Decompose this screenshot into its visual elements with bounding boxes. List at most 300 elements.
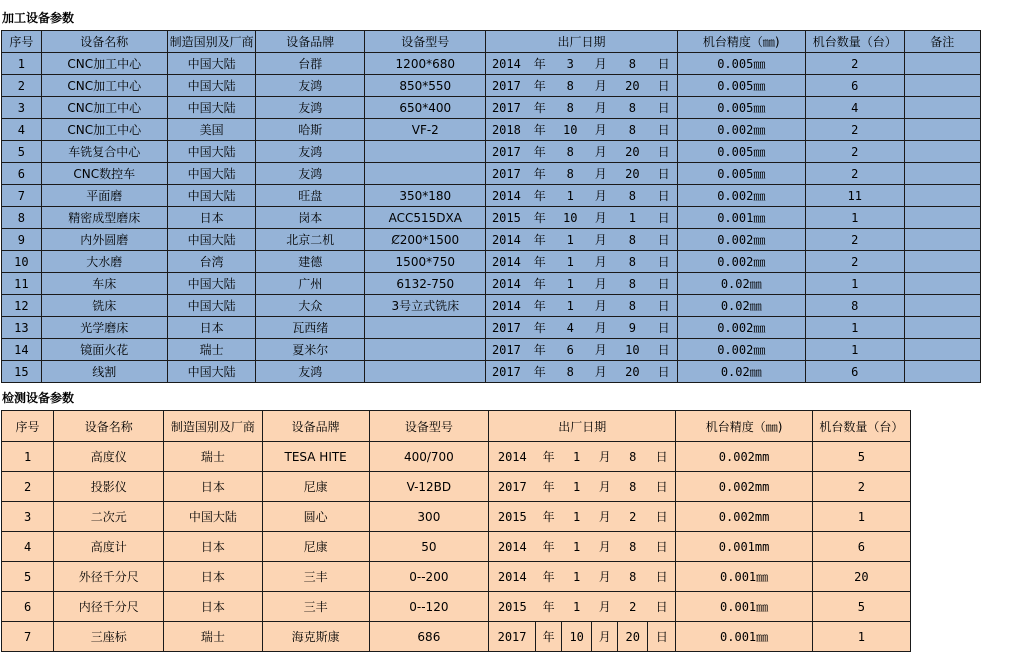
date-unit-month: 月 xyxy=(592,502,618,532)
date-day: 8 xyxy=(618,442,648,472)
date-month: 1 xyxy=(562,532,592,562)
equipment-brand: 海克斯康 xyxy=(262,622,369,652)
row-index: 2 xyxy=(2,472,54,502)
date-unit-month: 月 xyxy=(588,141,614,163)
equipment-brand: 三丰 xyxy=(262,592,369,622)
machine-quantity: 2 xyxy=(805,229,904,251)
date-unit-day: 日 xyxy=(648,442,676,472)
date-year: 2017 xyxy=(486,97,527,119)
row-index: 15 xyxy=(2,361,42,383)
machine-precision: 0.001㎜ xyxy=(676,592,812,622)
machine-precision: 0.002mm xyxy=(676,442,812,472)
equipment-model: 300 xyxy=(369,502,488,532)
date-day: 20 xyxy=(614,75,651,97)
date-unit-day: 日 xyxy=(651,207,678,229)
equipment-name: 外径千分尺 xyxy=(54,562,164,592)
machine-quantity: 2 xyxy=(805,163,904,185)
equipment-name: 光学磨床 xyxy=(41,317,167,339)
equipment-brand: 友鸿 xyxy=(256,163,365,185)
machine-quantity: 6 xyxy=(812,532,910,562)
date-month: 8 xyxy=(553,97,588,119)
manufacturer-country: 瑞士 xyxy=(164,622,262,652)
equipment-brand: 旺盘 xyxy=(256,185,365,207)
manufacturer-country: 台湾 xyxy=(167,251,256,273)
column-header: 机台数量（台） xyxy=(805,31,904,53)
date-unit-month: 月 xyxy=(588,97,614,119)
equipment-name: 高度计 xyxy=(54,532,164,562)
manufacturer-country: 中国大陆 xyxy=(164,502,262,532)
date-year: 2017 xyxy=(489,622,536,652)
row-index: 9 xyxy=(2,229,42,251)
row-index: 11 xyxy=(2,273,42,295)
machine-precision: 0.001mm xyxy=(676,532,812,562)
date-month: 6 xyxy=(553,339,588,361)
date-unit-year: 年 xyxy=(536,592,562,622)
table-row xyxy=(2,317,981,339)
date-unit-month: 月 xyxy=(588,53,614,75)
column-header: 制造国别及厂商 xyxy=(167,31,256,53)
equipment-model: 650*400 xyxy=(365,97,486,119)
date-unit-month: 月 xyxy=(588,119,614,141)
date-month: 8 xyxy=(553,75,588,97)
table-row xyxy=(2,562,911,592)
date-year: 2015 xyxy=(489,502,536,532)
equipment-name: CNC加工中心 xyxy=(41,119,167,141)
date-unit-day: 日 xyxy=(648,622,676,652)
remarks xyxy=(904,97,980,119)
table-row xyxy=(2,163,981,185)
date-unit-day: 日 xyxy=(651,317,678,339)
row-index: 1 xyxy=(2,53,42,75)
date-unit-month: 月 xyxy=(588,163,614,185)
date-day: 8 xyxy=(614,119,651,141)
manufacturer-country: 日本 xyxy=(167,317,256,339)
equipment-brand: 友鸿 xyxy=(256,75,365,97)
date-unit-year: 年 xyxy=(527,97,553,119)
equipment-name: 二次元 xyxy=(54,502,164,532)
equipment-model: ACC515DXA xyxy=(365,207,486,229)
equipment-brand: 夏米尔 xyxy=(256,339,365,361)
date-day: 8 xyxy=(614,229,651,251)
date-month: 1 xyxy=(553,273,588,295)
date-year: 2017 xyxy=(486,163,527,185)
date-year: 2014 xyxy=(486,185,527,207)
equipment-brand: 尼康 xyxy=(262,532,369,562)
equipment-brand: 友鸿 xyxy=(256,361,365,383)
date-unit-month: 月 xyxy=(588,251,614,273)
date-unit-year: 年 xyxy=(527,273,553,295)
column-header: 设备名称 xyxy=(41,31,167,53)
manufacturer-country: 中国大陆 xyxy=(167,295,256,317)
equipment-brand: 尼康 xyxy=(262,472,369,502)
machine-precision: 0.001㎜ xyxy=(676,562,812,592)
section-title-inspection: 检测设备参数 xyxy=(2,391,75,405)
equipment-brand: 友鸿 xyxy=(256,141,365,163)
date-month: 1 xyxy=(553,251,588,273)
equipment-name: 高度仪 xyxy=(54,442,164,472)
equipment-model: 6132-750 xyxy=(365,273,486,295)
remarks xyxy=(904,207,980,229)
table-row xyxy=(2,97,981,119)
remarks xyxy=(904,119,980,141)
machine-precision: 0.02㎜ xyxy=(677,273,805,295)
column-header: 序号 xyxy=(2,31,42,53)
date-day: 8 xyxy=(614,251,651,273)
date-unit-day: 日 xyxy=(648,502,676,532)
table-row xyxy=(2,472,911,502)
equipment-model: 350*180 xyxy=(365,185,486,207)
date-unit-year: 年 xyxy=(527,75,553,97)
equipment-brand: 大众 xyxy=(256,295,365,317)
remarks xyxy=(904,53,980,75)
date-year: 2014 xyxy=(489,442,536,472)
date-year: 2017 xyxy=(486,361,527,383)
machine-precision: 0.002㎜ xyxy=(677,251,805,273)
manufacturer-country: 瑞士 xyxy=(167,339,256,361)
date-unit-day: 日 xyxy=(648,532,676,562)
date-unit-year: 年 xyxy=(536,622,562,652)
machine-quantity: 8 xyxy=(805,295,904,317)
date-year: 2017 xyxy=(489,472,536,502)
column-header: 备注 xyxy=(904,31,980,53)
date-unit-month: 月 xyxy=(588,75,614,97)
row-index: 13 xyxy=(2,317,42,339)
machine-quantity: 2 xyxy=(805,53,904,75)
date-unit-month: 月 xyxy=(588,361,614,383)
equipment-brand: 哈斯 xyxy=(256,119,365,141)
machine-precision: 0.002mm xyxy=(676,472,812,502)
date-month: 3 xyxy=(553,53,588,75)
row-index: 3 xyxy=(2,502,54,532)
equipment-name: 三座标 xyxy=(54,622,164,652)
date-unit-month: 月 xyxy=(592,442,618,472)
equipment-name: 车床 xyxy=(41,273,167,295)
machine-quantity: 11 xyxy=(805,185,904,207)
date-month: 8 xyxy=(553,141,588,163)
date-day: 8 xyxy=(614,53,651,75)
machine-precision: 0.005㎜ xyxy=(677,53,805,75)
equipment-name: 大水磨 xyxy=(41,251,167,273)
machine-precision: 0.001㎜ xyxy=(676,622,812,652)
date-month: 1 xyxy=(562,502,592,532)
equipment-brand: 三丰 xyxy=(262,562,369,592)
row-index: 5 xyxy=(2,562,54,592)
date-year: 2017 xyxy=(486,339,527,361)
date-month: 1 xyxy=(562,442,592,472)
table-row xyxy=(2,295,981,317)
equipment-model xyxy=(365,163,486,185)
equipment-name: 镜面火花 xyxy=(41,339,167,361)
equipment-brand: 建德 xyxy=(256,251,365,273)
row-index: 6 xyxy=(2,592,54,622)
date-unit-day: 日 xyxy=(648,562,676,592)
date-year: 2015 xyxy=(486,207,527,229)
date-year: 2017 xyxy=(486,317,527,339)
date-unit-day: 日 xyxy=(651,97,678,119)
row-index: 4 xyxy=(2,119,42,141)
machine-precision: 0.005㎜ xyxy=(677,163,805,185)
column-header: 机台精度（㎜) xyxy=(677,31,805,53)
date-year: 2017 xyxy=(486,75,527,97)
date-unit-day: 日 xyxy=(651,119,678,141)
column-header: 出厂日期 xyxy=(486,31,677,53)
equipment-model: 686 xyxy=(369,622,488,652)
row-index: 1 xyxy=(2,442,54,472)
date-unit-year: 年 xyxy=(527,339,553,361)
date-unit-year: 年 xyxy=(536,472,562,502)
date-unit-day: 日 xyxy=(651,53,678,75)
equipment-name: 铣床 xyxy=(41,295,167,317)
remarks xyxy=(904,251,980,273)
row-index: 3 xyxy=(2,97,42,119)
date-day: 8 xyxy=(614,295,651,317)
date-day: 8 xyxy=(618,562,648,592)
equipment-model: Ȼ200*1500 xyxy=(365,229,486,251)
equipment-name: 精密成型磨床 xyxy=(41,207,167,229)
date-month: 10 xyxy=(553,119,588,141)
date-unit-year: 年 xyxy=(536,502,562,532)
table-row xyxy=(2,622,911,652)
manufacturer-country: 中国大陆 xyxy=(167,53,256,75)
date-unit-month: 月 xyxy=(588,207,614,229)
manufacturer-country: 日本 xyxy=(164,472,262,502)
equipment-name: CNC加工中心 xyxy=(41,97,167,119)
date-unit-year: 年 xyxy=(527,317,553,339)
date-month: 10 xyxy=(562,622,592,652)
machine-quantity: 5 xyxy=(812,592,910,622)
date-day: 20 xyxy=(614,163,651,185)
equipment-name: 内径千分尺 xyxy=(54,592,164,622)
date-day: 20 xyxy=(614,361,651,383)
manufacturer-country: 中国大陆 xyxy=(167,185,256,207)
remarks xyxy=(904,317,980,339)
table-row xyxy=(2,532,911,562)
table-row xyxy=(2,361,981,383)
equipment-name: CNC加工中心 xyxy=(41,75,167,97)
manufacturer-country: 中国大陆 xyxy=(167,273,256,295)
date-month: 1 xyxy=(562,592,592,622)
table-row xyxy=(2,75,981,97)
table-row xyxy=(2,502,911,532)
machine-precision: 0.005㎜ xyxy=(677,141,805,163)
equipment-model: VF-2 xyxy=(365,119,486,141)
date-unit-day: 日 xyxy=(648,472,676,502)
row-index: 2 xyxy=(2,75,42,97)
date-unit-year: 年 xyxy=(527,295,553,317)
table-row xyxy=(2,207,981,229)
row-index: 8 xyxy=(2,207,42,229)
table-row xyxy=(2,592,911,622)
machine-quantity: 2 xyxy=(805,119,904,141)
date-day: 8 xyxy=(618,472,648,502)
remarks xyxy=(904,75,980,97)
equipment-brand: 瓦西绪 xyxy=(256,317,365,339)
date-unit-year: 年 xyxy=(527,119,553,141)
manufacturer-country: 中国大陆 xyxy=(167,75,256,97)
manufacturer-country: 日本 xyxy=(164,562,262,592)
date-month: 1 xyxy=(553,229,588,251)
equipment-model: 3号立式铣床 xyxy=(365,295,486,317)
equipment-model xyxy=(365,317,486,339)
machine-quantity: 4 xyxy=(805,97,904,119)
date-year: 2014 xyxy=(486,273,527,295)
equipment-model: 1500*750 xyxy=(365,251,486,273)
date-unit-month: 月 xyxy=(592,592,618,622)
date-day: 2 xyxy=(618,592,648,622)
date-unit-day: 日 xyxy=(651,273,678,295)
machine-precision: 0.02㎜ xyxy=(677,361,805,383)
date-unit-year: 年 xyxy=(527,163,553,185)
table-row xyxy=(2,53,981,75)
column-header: 设备品牌 xyxy=(262,411,369,442)
machine-quantity: 6 xyxy=(805,75,904,97)
remarks xyxy=(904,229,980,251)
date-day: 10 xyxy=(614,339,651,361)
manufacturer-country: 中国大陆 xyxy=(167,163,256,185)
equipment-model: 1200*680 xyxy=(365,53,486,75)
table-row xyxy=(2,442,911,472)
equipment-model: 0--200 xyxy=(369,562,488,592)
date-day: 1 xyxy=(614,207,651,229)
table-row xyxy=(2,273,981,295)
date-month: 4 xyxy=(553,317,588,339)
date-unit-year: 年 xyxy=(527,207,553,229)
remarks xyxy=(904,361,980,383)
machine-precision: 0.02㎜ xyxy=(677,295,805,317)
column-header: 设备型号 xyxy=(369,411,488,442)
column-header: 设备名称 xyxy=(54,411,164,442)
date-unit-year: 年 xyxy=(527,361,553,383)
column-header: 序号 xyxy=(2,411,54,442)
date-unit-month: 月 xyxy=(592,532,618,562)
equipment-name: 车铣复合中心 xyxy=(41,141,167,163)
date-unit-year: 年 xyxy=(527,185,553,207)
date-year: 2014 xyxy=(486,251,527,273)
column-header: 设备品牌 xyxy=(256,31,365,53)
machine-quantity: 1 xyxy=(805,339,904,361)
machine-quantity: 2 xyxy=(805,141,904,163)
machining-equipment-table xyxy=(1,30,981,383)
row-index: 5 xyxy=(2,141,42,163)
date-unit-day: 日 xyxy=(648,592,676,622)
date-day: 8 xyxy=(618,532,648,562)
machine-quantity: 2 xyxy=(805,251,904,273)
equipment-brand: 广州 xyxy=(256,273,365,295)
equipment-model: 850*550 xyxy=(365,75,486,97)
equipment-brand: TESA HITE xyxy=(262,442,369,472)
header-row xyxy=(2,31,981,53)
date-unit-month: 月 xyxy=(588,185,614,207)
row-index: 12 xyxy=(2,295,42,317)
row-index: 14 xyxy=(2,339,42,361)
machine-quantity: 1 xyxy=(805,273,904,295)
machine-quantity: 2 xyxy=(812,472,910,502)
date-unit-day: 日 xyxy=(651,339,678,361)
remarks xyxy=(904,295,980,317)
machine-quantity: 5 xyxy=(812,442,910,472)
date-year: 2014 xyxy=(489,562,536,592)
date-unit-day: 日 xyxy=(651,361,678,383)
equipment-brand: 岗本 xyxy=(256,207,365,229)
table-row xyxy=(2,185,981,207)
machine-quantity: 1 xyxy=(805,317,904,339)
equipment-model: 400/700 xyxy=(369,442,488,472)
equipment-name: 投影仪 xyxy=(54,472,164,502)
date-unit-year: 年 xyxy=(536,562,562,592)
date-month: 1 xyxy=(553,185,588,207)
inspection-equipment-table xyxy=(1,410,911,652)
manufacturer-country: 瑞士 xyxy=(164,442,262,472)
date-month: 8 xyxy=(553,361,588,383)
date-unit-day: 日 xyxy=(651,141,678,163)
date-year: 2014 xyxy=(486,53,527,75)
date-unit-year: 年 xyxy=(527,229,553,251)
column-header: 制造国别及厂商 xyxy=(164,411,262,442)
remarks xyxy=(904,185,980,207)
table-row xyxy=(2,339,981,361)
machine-quantity: 20 xyxy=(812,562,910,592)
date-unit-month: 月 xyxy=(592,472,618,502)
equipment-model xyxy=(365,361,486,383)
date-day: 20 xyxy=(614,141,651,163)
date-unit-month: 月 xyxy=(588,229,614,251)
section-title-machining: 加工设备参数 xyxy=(2,11,75,25)
machine-precision: 0.002mm xyxy=(676,502,812,532)
date-unit-month: 月 xyxy=(592,622,618,652)
date-month: 1 xyxy=(562,472,592,502)
date-year: 2014 xyxy=(486,229,527,251)
date-unit-day: 日 xyxy=(651,229,678,251)
equipment-brand: 北京二机 xyxy=(256,229,365,251)
date-year: 2014 xyxy=(486,295,527,317)
row-index: 7 xyxy=(2,622,54,652)
date-unit-month: 月 xyxy=(588,295,614,317)
machine-precision: 0.001㎜ xyxy=(677,207,805,229)
machine-quantity: 1 xyxy=(812,622,910,652)
equipment-model xyxy=(365,339,486,361)
equipment-name: 平面磨 xyxy=(41,185,167,207)
machine-quantity: 1 xyxy=(812,502,910,532)
manufacturer-country: 日本 xyxy=(164,532,262,562)
equipment-model: V-12BD xyxy=(369,472,488,502)
manufacturer-country: 中国大陆 xyxy=(167,141,256,163)
date-day: 8 xyxy=(614,97,651,119)
row-index: 6 xyxy=(2,163,42,185)
machine-precision: 0.002㎜ xyxy=(677,339,805,361)
date-unit-month: 月 xyxy=(588,339,614,361)
date-month: 1 xyxy=(562,562,592,592)
equipment-model: 50 xyxy=(369,532,488,562)
date-unit-day: 日 xyxy=(651,75,678,97)
column-header: 设备型号 xyxy=(365,31,486,53)
date-day: 2 xyxy=(618,502,648,532)
remarks xyxy=(904,339,980,361)
machine-precision: 0.002㎜ xyxy=(677,317,805,339)
machine-precision: 0.002㎜ xyxy=(677,185,805,207)
date-unit-year: 年 xyxy=(527,251,553,273)
equipment-name: 内外圆磨 xyxy=(41,229,167,251)
column-header: 机台精度（㎜) xyxy=(676,411,812,442)
equipment-name: CNC加工中心 xyxy=(41,53,167,75)
date-year: 2014 xyxy=(489,532,536,562)
table-row xyxy=(2,119,981,141)
table-row xyxy=(2,251,981,273)
manufacturer-country: 中国大陆 xyxy=(167,97,256,119)
column-header: 机台数量（台） xyxy=(812,411,910,442)
date-unit-day: 日 xyxy=(651,251,678,273)
machine-precision: 0.002㎜ xyxy=(677,229,805,251)
date-day: 8 xyxy=(614,273,651,295)
